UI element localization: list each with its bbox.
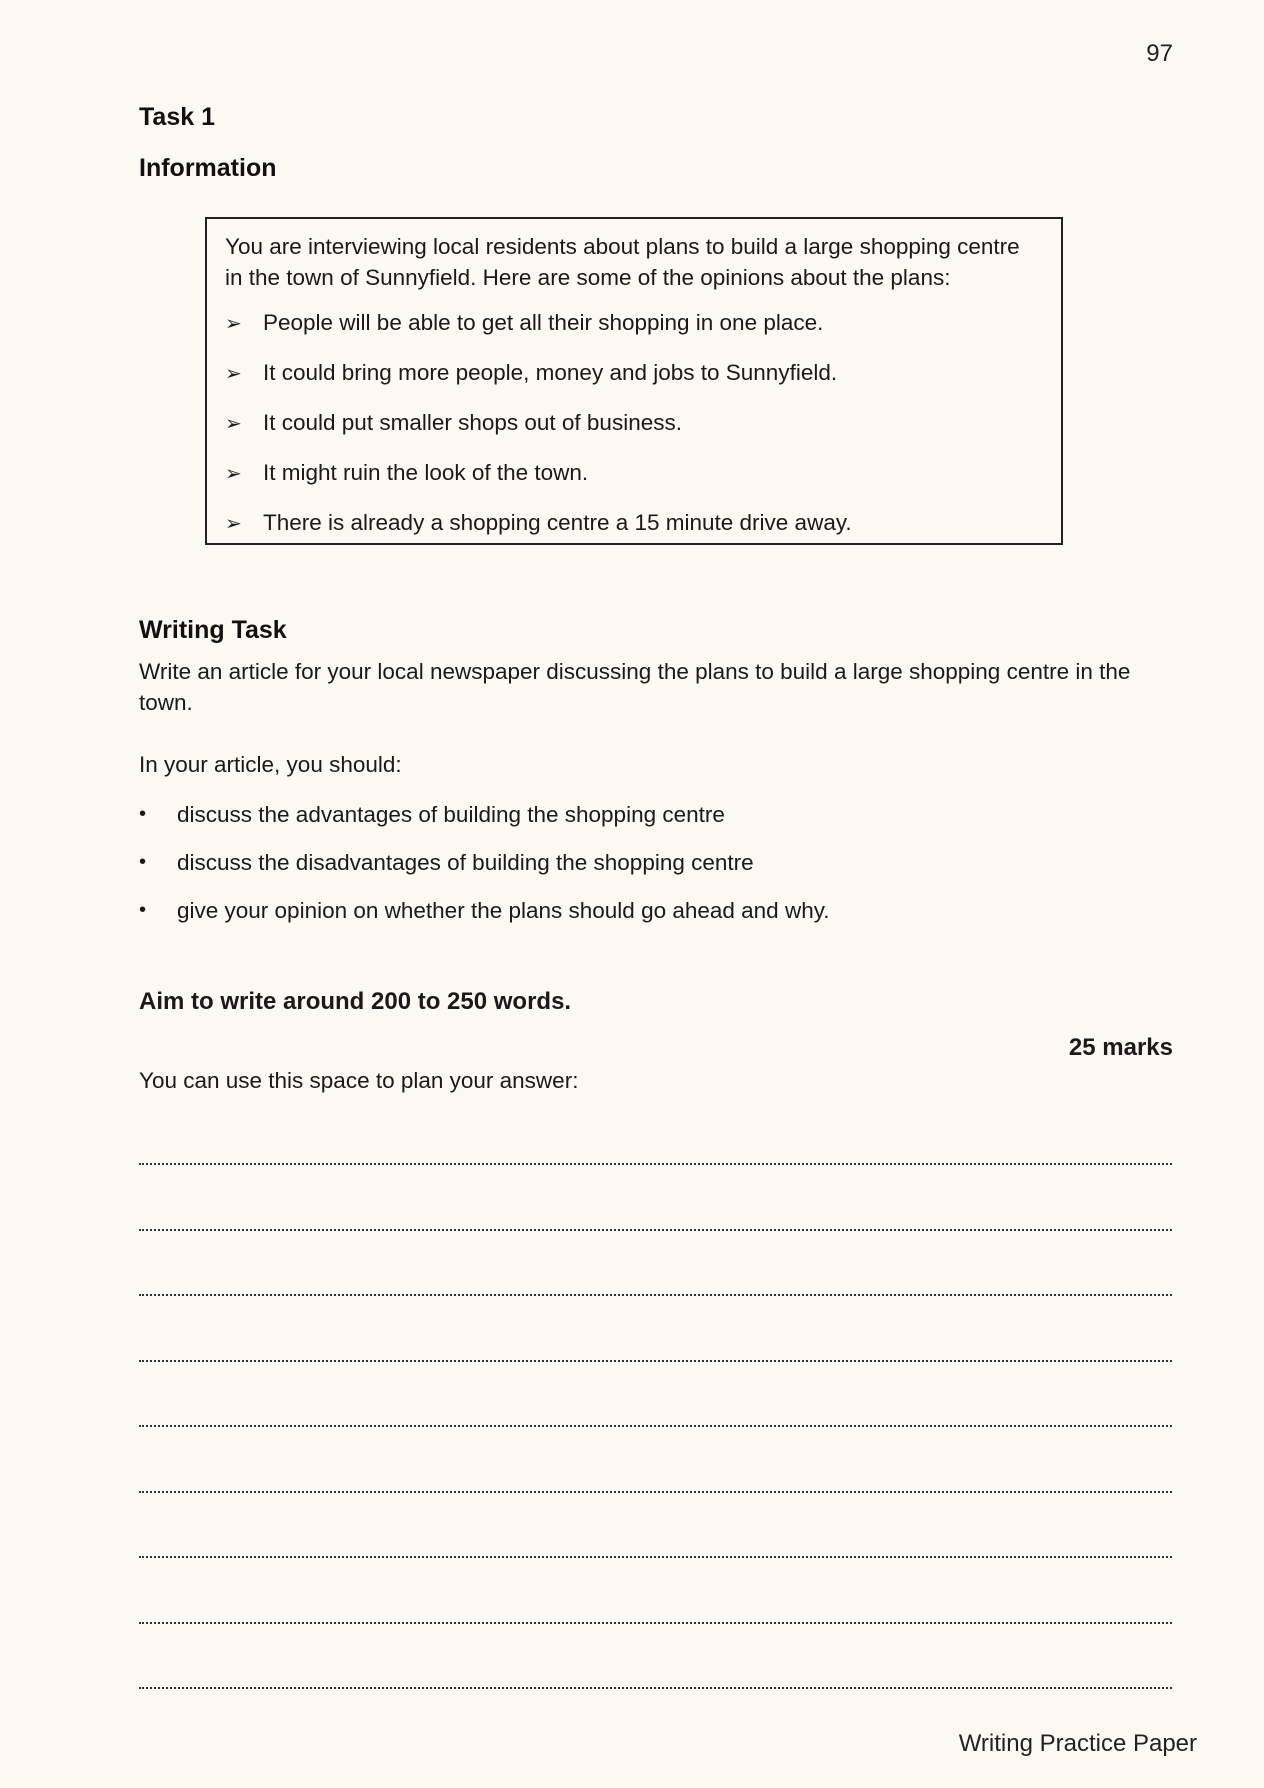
arrow-bullet-icon: ➢ [225, 363, 242, 385]
information-intro: You are interviewing local residents about plans to build a large shopping centre in the town of Sunnyfield. Here are some of the opinions about the plans: [225, 234, 1020, 290]
bullet-icon: • [139, 851, 147, 873]
bullet-icon: • [139, 899, 147, 921]
opinion-text: It might ruin the look of the town. [263, 460, 589, 485]
answer-lines [139, 1161, 1172, 1751]
task-point [139, 847, 830, 878]
answer-line[interactable] [139, 1161, 1172, 1165]
opinion-item [225, 508, 1043, 539]
arrow-bullet-icon: ➢ [225, 413, 242, 435]
opinion-item [225, 358, 1043, 389]
task-point [139, 799, 830, 830]
task-points-list [139, 799, 830, 943]
answer-line[interactable] [139, 1554, 1172, 1558]
opinion-text: It could put smaller shops out of business. [263, 410, 682, 435]
task-point-text: discuss the advantages of building the shopping centre [177, 802, 725, 827]
article-intro: In your article, you should: [139, 752, 402, 777]
writing-task-description: Write an article for your local newspaper discussing the plans to build a large shopping centre in the town. [139, 659, 1131, 715]
arrow-bullet-icon: ➢ [225, 463, 242, 485]
task-title: Task 1 [139, 103, 215, 131]
information-box [205, 217, 1063, 545]
arrow-bullet-icon: ➢ [225, 313, 242, 335]
information-heading: Information [139, 154, 277, 182]
marks-label: 25 marks [1068, 1034, 1173, 1061]
answer-line[interactable] [139, 1292, 1172, 1296]
answer-line[interactable] [139, 1423, 1172, 1427]
footer-title: Writing Practice Paper [958, 1730, 1197, 1757]
arrow-bullet-icon: ➢ [225, 513, 242, 535]
opinion-text: There is already a shopping centre a 15 minute drive away. [263, 510, 852, 535]
writing-task-heading: Writing Task [139, 616, 287, 644]
opinion-item [225, 458, 1043, 489]
bullet-icon: • [139, 803, 147, 825]
task-point-text: give your opinion on whether the plans should go ahead and why. [177, 898, 830, 923]
opinions-list [225, 308, 1043, 539]
answer-line[interactable] [139, 1227, 1172, 1231]
opinion-text: It could bring more people, money and jobs to Sunnyfield. [263, 360, 838, 385]
task-point-text: discuss the disadvantages of building the shopping centre [177, 850, 754, 875]
answer-line[interactable] [139, 1685, 1172, 1689]
plan-label: You can use this space to plan your answer: [139, 1068, 579, 1093]
opinion-text: People will be able to get all their shopping in one place. [263, 310, 824, 335]
page-number: 97 [1146, 40, 1173, 67]
answer-line[interactable] [139, 1489, 1172, 1493]
answer-line[interactable] [139, 1358, 1172, 1362]
task-point [139, 895, 830, 926]
opinion-item [225, 408, 1043, 439]
answer-line[interactable] [139, 1620, 1172, 1624]
word-count-aim: Aim to write around 200 to 250 words. [139, 988, 572, 1015]
opinion-item [225, 308, 1043, 339]
